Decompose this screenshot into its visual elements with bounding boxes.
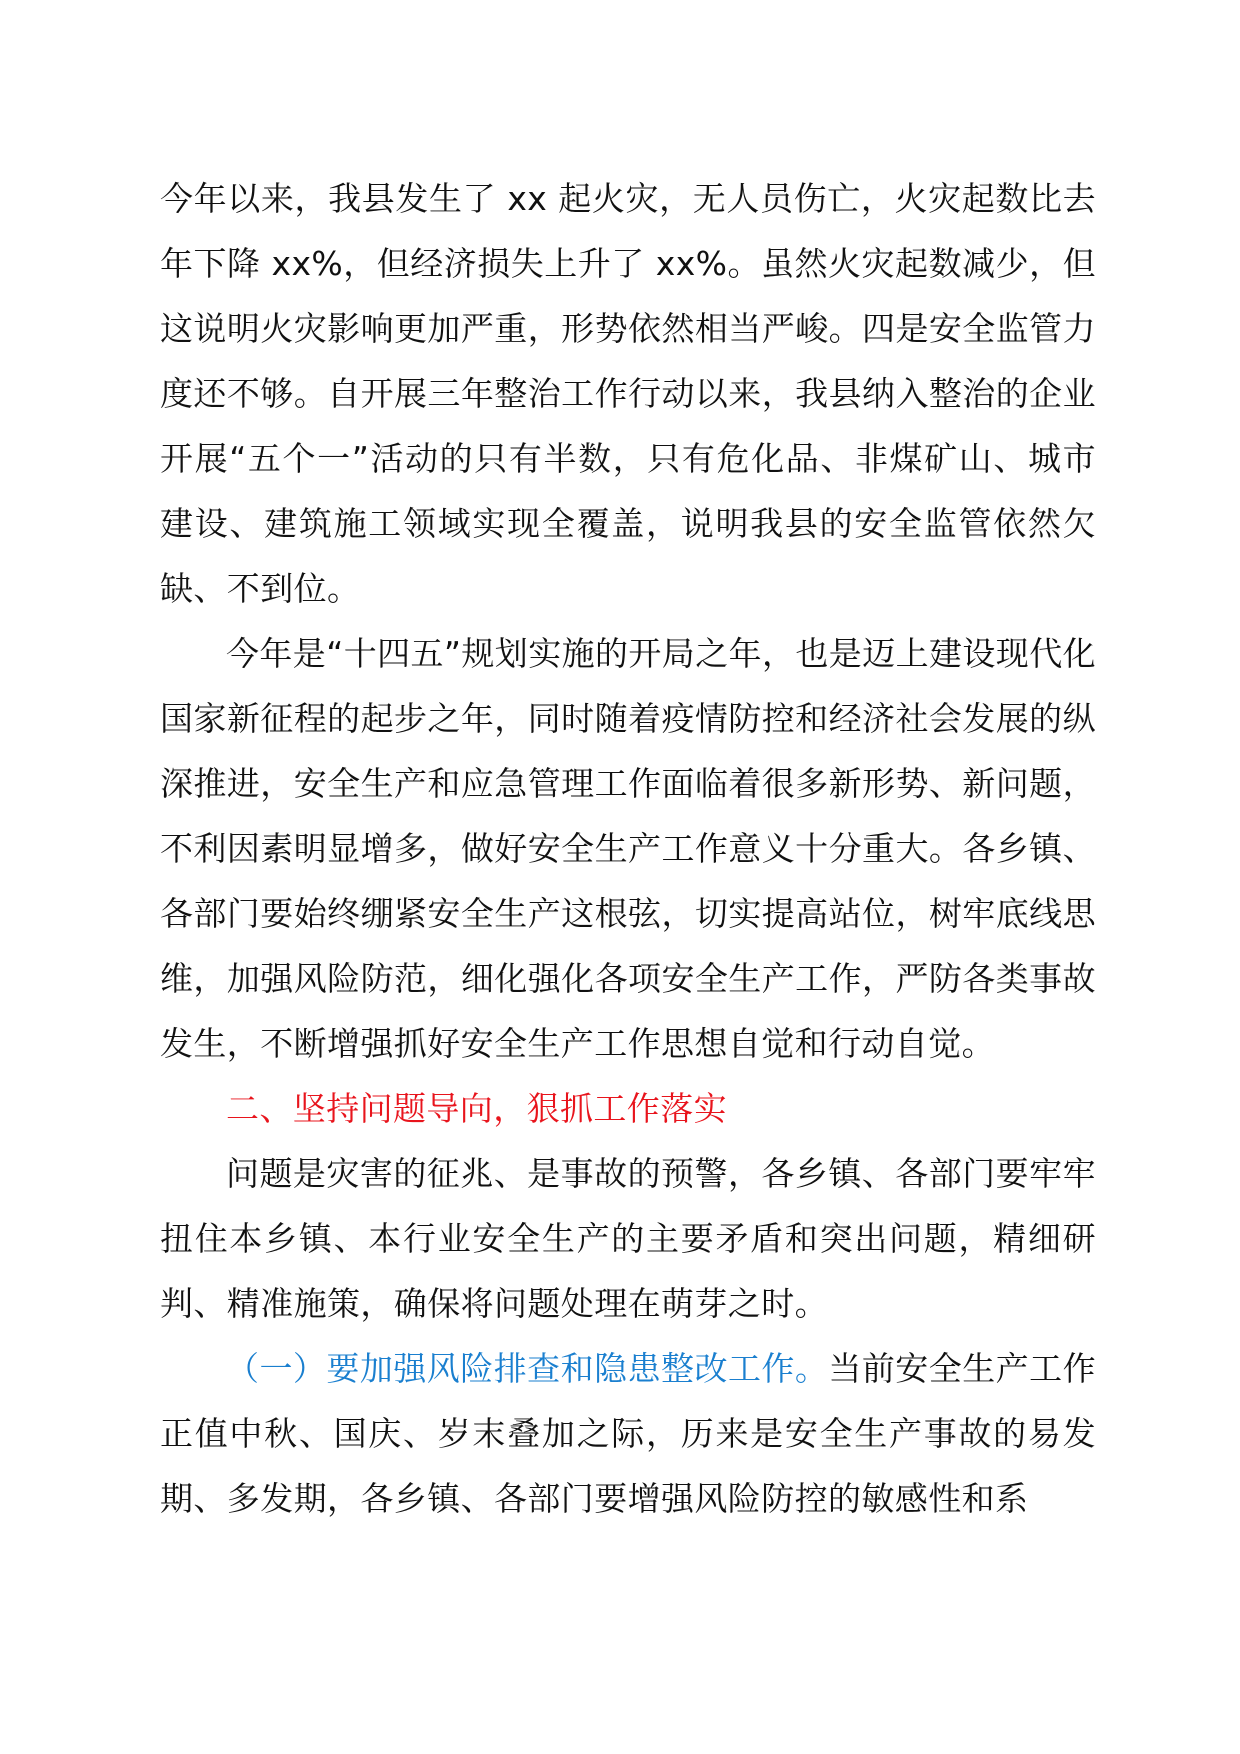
paragraph-subsection-1 (160, 1336, 1096, 1531)
paragraph-fire-statistics: 今年以来，我县发生了 xx 起火灾，无人员伤亡，火灾起数比去年下降 xx%，但经济损失上升了 xx%。虽然火灾起数减少，但这说明火灾影响更加严重，形势依然相当严峻。四是安全监管力度还不够。自开展三年整治工作行动以来，我县纳入整治的企业开展“五个一”活动的只有半数，只有危化品、非煤矿山、城市建设、建筑施工领域实现全覆盖，说明我县的安全监管依然欠缺、不到位。 (160, 179, 1096, 608)
paragraph-fourteenth-five-year-plan: 今年是“十四五”规划实施的开局之年，也是迈上建设现代化国家新征程的起步之年，同时随着疫情防控和经济社会发展的纵深推进，安全生产和应急管理工作面临着很多新形势、新问题，不利因素明显增多，做好安全生产工作意义十分重大。各乡镇、各部门要始终绷紧安全生产这根弦，切实提高站位，树牢底线思维，加强风险防范，细化强化各项安全生产工作，严防各类事故发生，不断增强抓好安全生产工作思想自觉和行动自觉。 (160, 634, 1096, 1063)
section-heading-2: 二、坚持问题导向，狠抓工作落实 (226, 1089, 727, 1128)
paragraph-problem-orientation: 问题是灾害的征兆、是事故的预警，各乡镇、各部门要牢牢扭住本乡镇、本行业安全生产的主要矛盾和突出问题，精细研判、精准施策，确保将问题处理在萌芽之时。 (160, 1154, 1096, 1323)
subsection-1-lead: （一）要加强风险排查和隐患整改工作。 (226, 1349, 829, 1388)
document-body (160, 166, 1096, 1531)
subsection-1-text: 当前安全生产工作正值中秋、国庆、岁末叠加之际，历来是安全生产事故的易发期、多发期，各乡镇、各部门要增强风险防控的敏感性和系 (160, 1349, 1097, 1518)
